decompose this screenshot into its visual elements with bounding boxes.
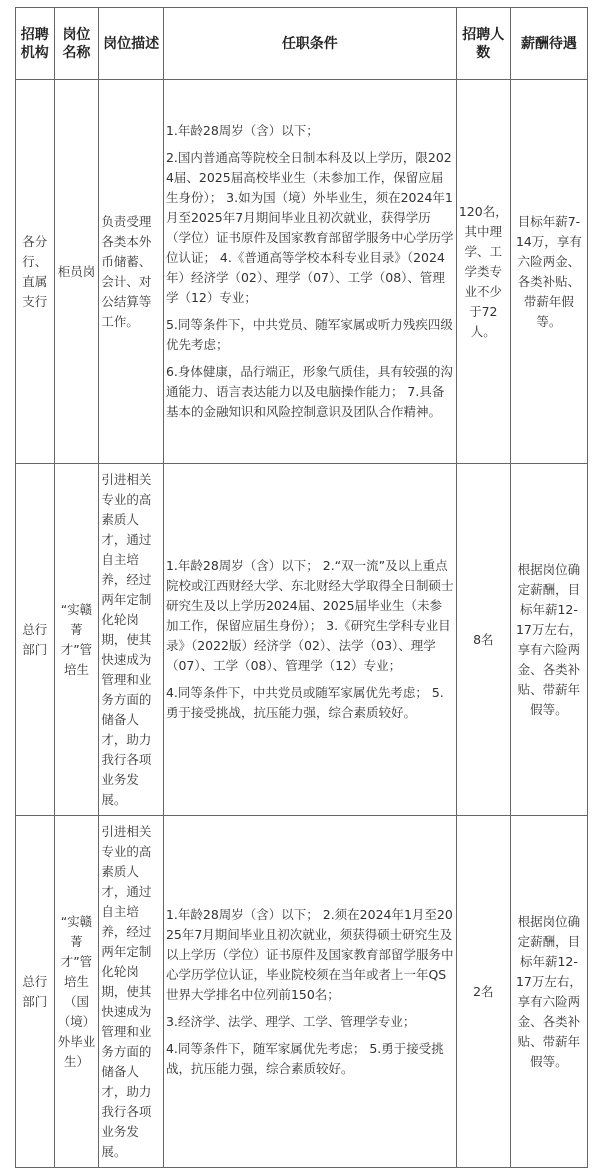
row-position: “实赣菁才”管培生 xyxy=(54,464,99,816)
row-description: 引进相关专业的高素质人才，通过自主培养，经过两年定制化轮岗期，使其快速成为管理和业务方面的储备人才，助力我行各项业务发展。 xyxy=(99,464,164,816)
row-salary: 根据岗位确定薪酬，目标年薪12-17万左右，享有六险两金、各类补贴、带薪年假等。 xyxy=(510,464,587,816)
header-salary: 薪酬待遇 xyxy=(510,8,587,80)
row-requirements xyxy=(163,464,456,816)
row-salary: 根据岗位确定薪酬，目标年薪12-17万左右，享有六险两金、各类补贴、带薪年假等。 xyxy=(510,816,587,1168)
row-description: 负责受理各类本外币储蓄、会计、对公结算等工作。 xyxy=(99,80,164,464)
row-org: 总行部门 xyxy=(16,464,55,816)
requirement-paragraph: 1.年龄28周岁（含）以下； 2.“双一流”及以上重点院校或江西财经大学、东北财经大学取得全日制硕士研究生及以上学历2024届、2025届毕业生（未参加工作，保留应届生身份）； 3.《研究生学科专业目录》（2022版）经济学（02）、法学（03）、理学（07）、工学（08）、管理学（12）专业； xyxy=(165,558,454,673)
row-count: 8名 xyxy=(456,464,510,816)
row-count: 2名 xyxy=(456,816,510,1168)
header-description: 岗位描述 xyxy=(99,8,164,80)
header-row xyxy=(16,8,588,80)
row-requirements xyxy=(163,816,456,1168)
table-row xyxy=(16,816,588,1168)
row-count: 120名，其中理学、工学类专业不少于72人。 xyxy=(456,80,510,464)
requirement-paragraph: 4.同等条件下，随军家属优先考虑； 5.勇于接受挑战，抗压能力强，综合素质较好。 xyxy=(165,1040,444,1076)
recruitment-table xyxy=(15,7,588,1168)
table-row xyxy=(16,464,588,816)
requirement-paragraph: 6.身体健康，品行端正，形象气质佳，具有较强的沟通能力、语言表达能力以及电脑操作能力； 7.具备基本的金融知识和风险控制意识及团队合作精神。 xyxy=(165,364,453,419)
requirement-paragraph: 1.年龄28周岁（含）以下； xyxy=(165,123,319,138)
row-salary: 目标年薪7-14万，享有六险两金、各类补贴、带薪年假等。 xyxy=(510,80,587,464)
row-requirements xyxy=(163,80,456,464)
header-position: 岗位名称 xyxy=(54,8,99,80)
requirement-paragraph: 3.经济学、法学、理学、工学、管理学专业； xyxy=(165,1013,416,1029)
row-org: 总行部门 xyxy=(16,816,55,1168)
requirement-paragraph: 2.国内普通高等院校全日制本科及以上学历，限2024届、2025届高校毕业生（未参加工作，保留应届生身份）； 3.如为国（境）外毕业生，须在2024年1月至2025年7月期间毕业且初次就业，获得学历（学位）证书原件及国家教育部留学服务中心学历学位认证； 4.《普通高等学校本科专业目录》（2024年）经济学（02）、理学（07）、工学（08）、管理学（12）专业； xyxy=(165,150,454,305)
row-position: 柜员岗 xyxy=(54,80,99,464)
table-body xyxy=(16,80,588,1168)
header-requirements: 任职条件 xyxy=(163,8,456,80)
row-org: 各分行、直属支行 xyxy=(16,80,55,464)
header-org: 招聘机构 xyxy=(16,8,55,80)
row-description: 引进相关专业的高素质人才，通过自主培养，经过两年定制化轮岗期，使其快速成为管理和业务方面的储备人才，助力我行各项业务发展。 xyxy=(99,816,164,1168)
header-count: 招聘人数 xyxy=(456,8,510,80)
requirement-paragraph: 5.同等条件下，中共党员、随军家属或听力残疾四级优先考虑； xyxy=(165,317,453,352)
table-header xyxy=(16,8,588,80)
requirement-paragraph: 4.同等条件下，中共党员或随军家属优先考虑； 5.勇于接受挑战，抗压能力强，综合素质较好。 xyxy=(165,685,444,720)
table-row xyxy=(16,80,588,464)
requirement-paragraph: 1.年龄28周岁（含）以下； 2.须在2024年1月至2025年7月期间毕业且初次就业，须获得硕士研究生及以上学历（学位）证书原件及国家教育部留学服务中心学历学位认证，毕业院校须在当年或者上一年QS世界大学排名中位列前150名； xyxy=(165,906,454,1002)
row-position: “实赣菁才”管培生（国（境）外毕业生） xyxy=(54,816,99,1168)
